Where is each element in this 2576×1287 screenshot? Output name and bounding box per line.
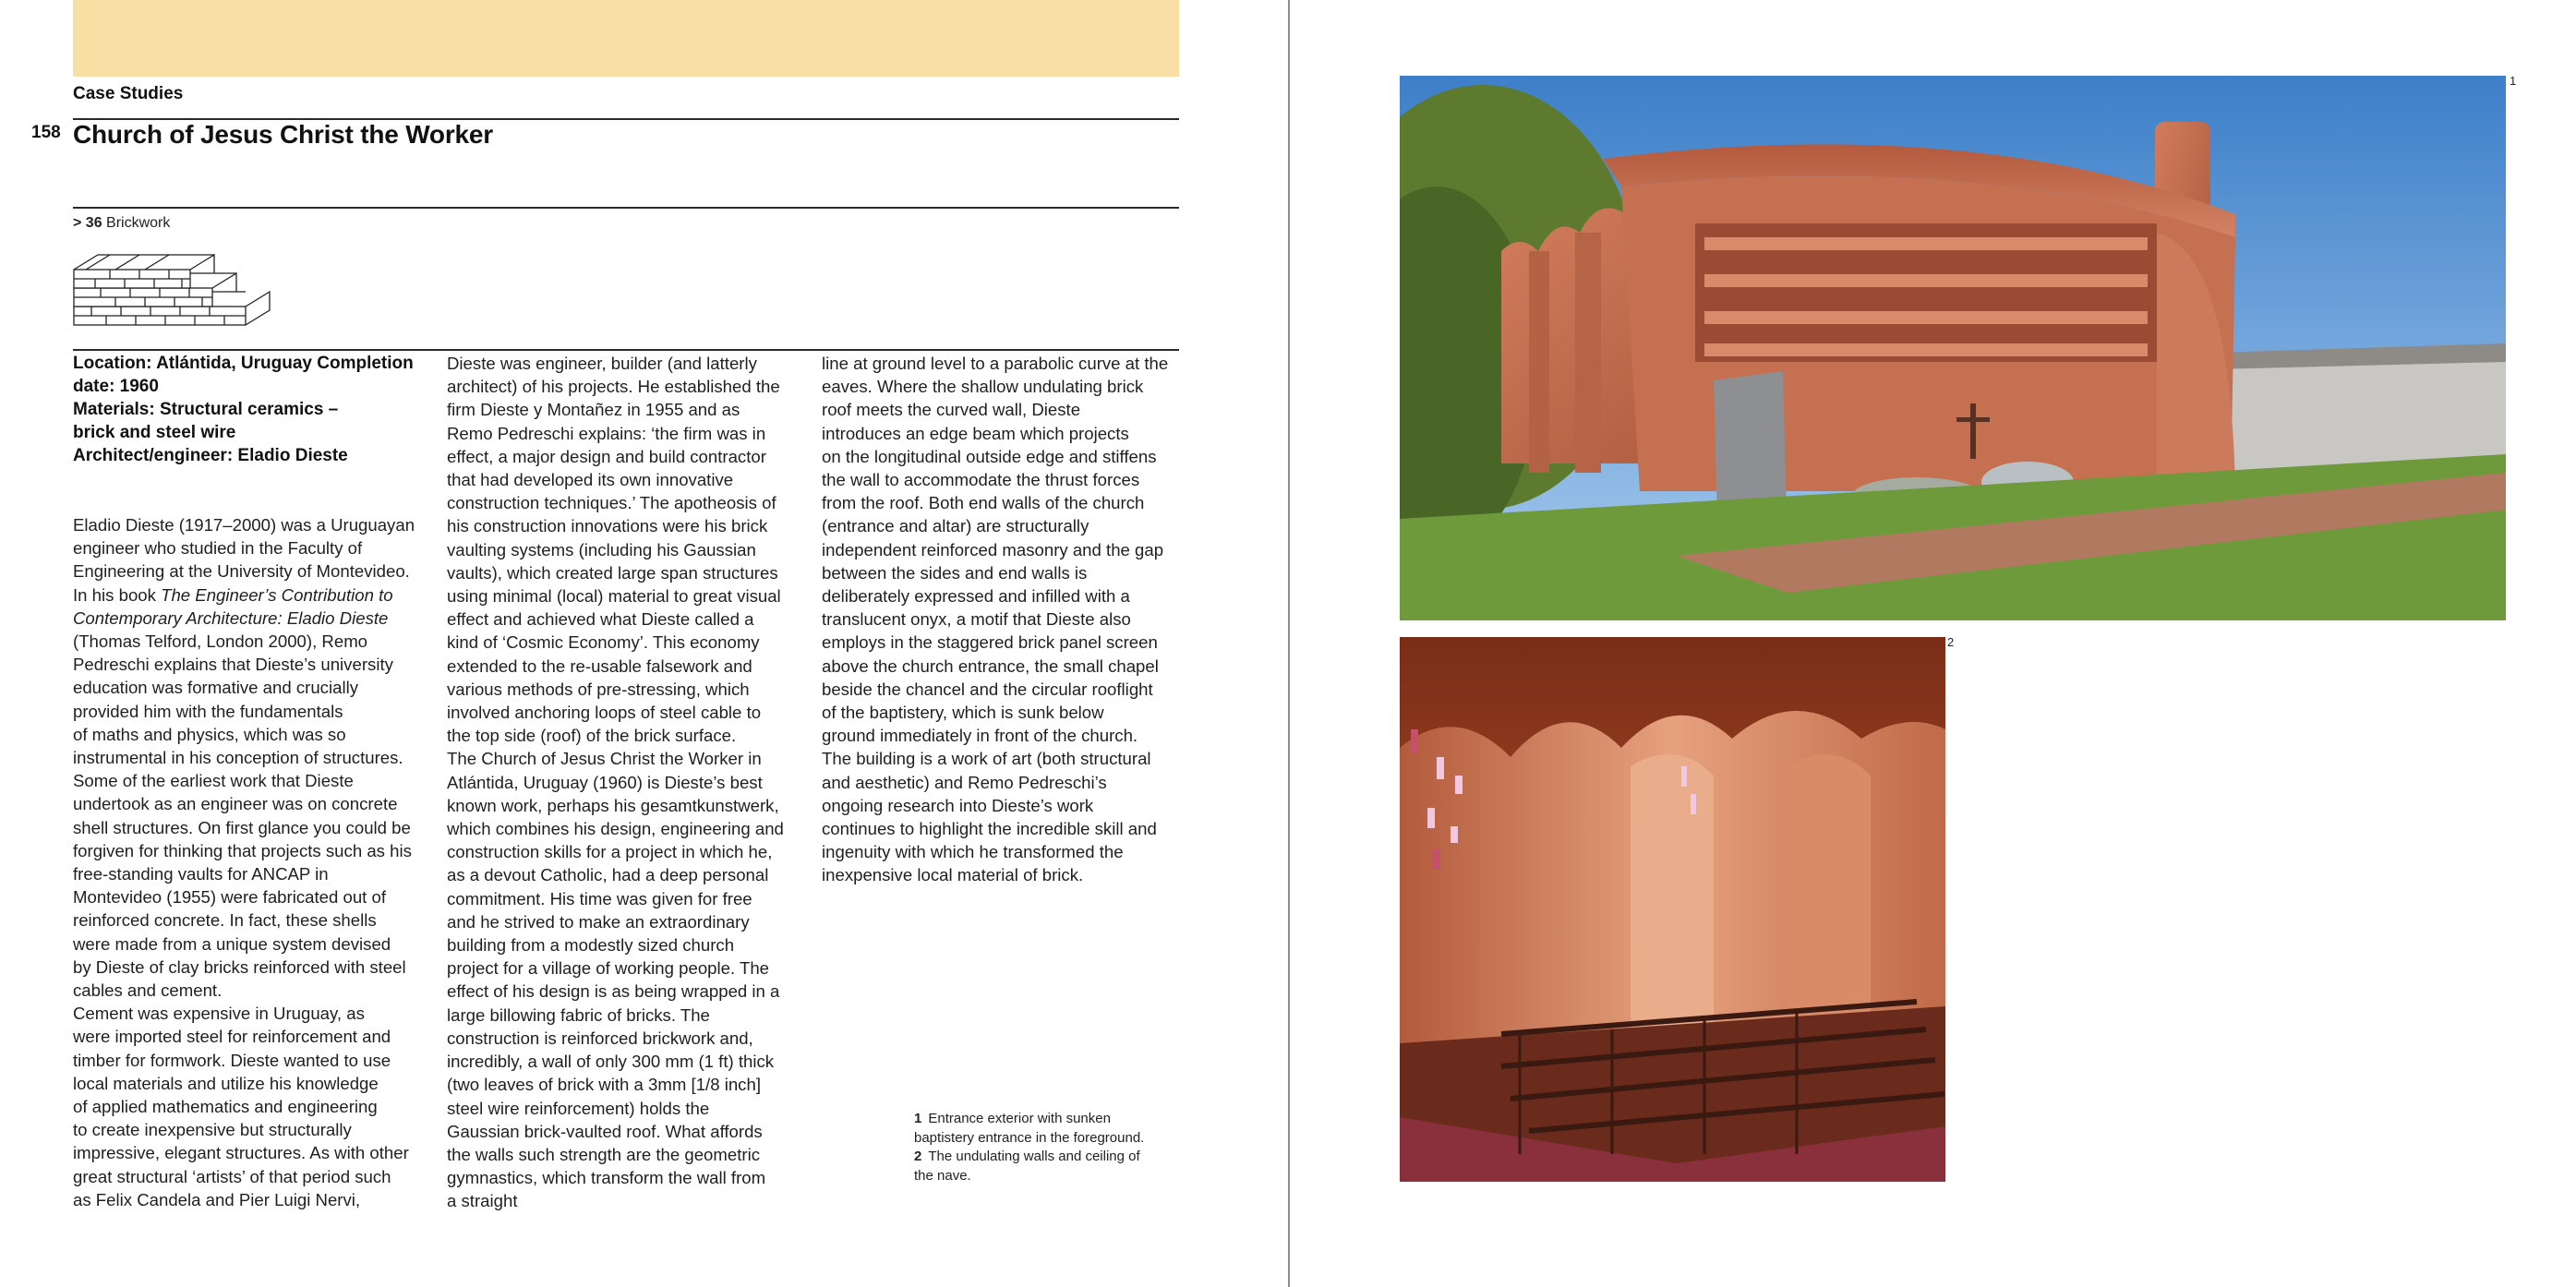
- page-number: 158: [31, 123, 61, 142]
- info-line: date: 1960: [73, 377, 159, 396]
- text-line: beside the chancel and the circular rooflight: [822, 679, 1153, 699]
- text-line: of applied mathematics and engineering: [73, 1097, 378, 1117]
- text-line: gymnastics, which transform the wall from: [447, 1168, 766, 1188]
- photo-church-interior-nave: [1400, 637, 1945, 1182]
- text-line: involved anchoring loops of steel cable to: [447, 703, 762, 723]
- text-line: local materials and utilize his knowledge: [73, 1073, 379, 1093]
- text-line: independent reinforced masonry and the gap: [822, 539, 1164, 559]
- text-line: Some of the earliest work that Dieste: [73, 771, 354, 791]
- text-line: shell structures. On first glance you could be: [73, 817, 411, 837]
- text-line: forgiven for thinking that projects such as his: [73, 840, 412, 860]
- text-line: (two leaves of brick with a 3mm [1/8 inch]: [447, 1075, 761, 1095]
- text-line: (Thomas Telford, London 2000), Remo: [73, 631, 368, 652]
- text-line: the wall to accommodate the thrust forces: [822, 470, 1140, 490]
- text-line: project for a village of working people. The: [447, 958, 770, 979]
- header-color-band: [73, 0, 1179, 77]
- text-line: ground immediately in front of the church.: [822, 726, 1138, 746]
- text-line: by Dieste of clay bricks reinforced with steel: [73, 956, 406, 977]
- text-line: instrumental in his conception of structures.: [73, 748, 403, 768]
- text-line: employs in the staggered brick panel screen: [822, 632, 1158, 653]
- text-line: construction techniques.’ The apotheosis of: [447, 493, 776, 513]
- body-column-3: [822, 352, 1184, 887]
- crossref-arrow: >: [73, 215, 82, 231]
- text-line: the walls such strength are the geometric: [447, 1144, 760, 1164]
- crossref-label: Brickwork: [106, 215, 171, 231]
- text-line: Contemporary Architecture: Eladio Dieste: [73, 607, 389, 628]
- text-line: The building is a work of art (both structural: [822, 749, 1151, 769]
- text-line: vaulting systems (including his Gaussian: [447, 539, 756, 559]
- figure-number-2: 2: [1947, 635, 1955, 649]
- text-line: The Church of Jesus Christ the Worker in: [447, 749, 762, 769]
- text-line: commitment. His time was given for free: [447, 888, 752, 908]
- text-line: were imported steel for reinforcement and: [73, 1027, 391, 1047]
- text-line: and aesthetic) and Remo Pedreschi’s: [822, 772, 1107, 792]
- figure-number-1: 1: [2510, 74, 2517, 88]
- info-line: Architect/engineer: Eladio Dieste: [73, 446, 348, 465]
- text-line: construction is reinforced brickwork and,: [447, 1028, 753, 1048]
- text-line: education was formative and crucially: [73, 678, 359, 698]
- info-line: Location: Atlántida, Uruguay Completion: [73, 354, 414, 373]
- caption-text: Entrance exterior with sunken: [928, 1111, 1111, 1126]
- text-line: continues to highlight the incredible skill and: [822, 819, 1157, 839]
- text-line: In his book The Engineer’s Contribution to: [73, 584, 393, 605]
- text-line: impressive, elegant structures. As with other: [73, 1143, 409, 1163]
- rule-above-text: [73, 349, 1179, 351]
- text-line: using minimal (local) material to great visual: [447, 586, 781, 607]
- crossref-number: 36: [85, 215, 102, 231]
- caption-number: 1: [914, 1111, 922, 1126]
- text-line: deliberately expressed and infilled with a: [822, 586, 1130, 607]
- text-line: introduces an edge beam which projects: [822, 423, 1129, 443]
- text-line: of the baptistery, which is sunk below: [822, 703, 1104, 723]
- figure-captions: [914, 1110, 1182, 1185]
- text-line: ongoing research into Dieste’s work: [822, 795, 1094, 815]
- text-line: of maths and physics, which was so: [73, 724, 346, 744]
- body-column-1: [73, 513, 435, 1211]
- photo-church-exterior: [1400, 76, 2506, 620]
- text-line: steel wire reinforcement) holds the: [447, 1098, 710, 1118]
- text-line: a straight: [447, 1191, 518, 1211]
- text-line: reinforced concrete. In fact, these shells: [73, 910, 377, 931]
- text-line: from the roof. Both end walls of the church: [822, 493, 1145, 513]
- text-line: on the longitudinal outside edge and stiffens: [822, 446, 1157, 466]
- text-line: inexpensive local material of brick.: [822, 865, 1084, 885]
- page-gutter-divider: [1288, 0, 1290, 1287]
- text-line: firm Dieste y Montañez in 1955 and as: [447, 400, 740, 420]
- info-line: brick and steel wire: [73, 423, 236, 442]
- rule-under-title: [73, 207, 1179, 209]
- text-line: effect and achieved what Dieste called a: [447, 609, 754, 630]
- caption-text: the nave.: [914, 1167, 971, 1184]
- project-info-block: [73, 352, 428, 467]
- text-line: Dieste was engineer, builder (and latterly: [447, 354, 757, 373]
- text-line: between the sides and end walls is: [822, 562, 1088, 583]
- text-line: building from a modestly sized church: [447, 935, 735, 956]
- text-line: cables and cement.: [73, 980, 223, 1001]
- text-line: to create inexpensive but structurally: [73, 1120, 352, 1140]
- text-line: the top side (roof) of the brick surface.: [447, 726, 737, 746]
- text-line: ingenuity with which he transformed the: [822, 842, 1124, 862]
- text-line: incredibly, a wall of only 300 mm (1 ft) thick: [447, 1052, 775, 1072]
- text-line: as Felix Candela and Pier Luigi Nervi,: [73, 1189, 361, 1209]
- text-line: great structural ‘artists’ of that period such: [73, 1166, 391, 1186]
- text-line: Gaussian brick-vaulted roof. What affords: [447, 1121, 763, 1141]
- text-line: Pedreschi explains that Dieste’s university: [73, 655, 393, 675]
- text-line: above the church entrance, the small chapel: [822, 656, 1159, 676]
- text-line: extended to the re-usable falsework and: [447, 656, 752, 676]
- text-line: roof meets the curved wall, Dieste: [822, 400, 1081, 420]
- text-line: Engineering at the University of Montevideo.: [73, 561, 410, 582]
- text-line: which combines his design, engineering and: [447, 819, 784, 839]
- text-line: undertook as an engineer was on concrete: [73, 794, 398, 814]
- caption-text: The undulating walls and ceiling of: [928, 1149, 1140, 1164]
- brickwork-crossref-link[interactable]: [73, 215, 170, 232]
- brickwork-bond-diagram-icon: [73, 251, 278, 330]
- text-line: effect of his design is as being wrapped in a: [447, 981, 780, 1002]
- caption-2: [914, 1148, 1182, 1185]
- text-line: vaults), which created large span structures: [447, 562, 778, 583]
- text-line: translucent onyx, a motif that Dieste also: [822, 609, 1131, 630]
- text-line: large billowing fabric of bricks. The: [447, 1004, 710, 1025]
- text-line: his construction innovations were his brick: [447, 516, 768, 536]
- text-line: Montevideo (1955) were fabricated out of: [73, 887, 387, 908]
- text-line: Eladio Dieste (1917–2000) was a Uruguayan: [73, 515, 415, 535]
- text-line: kind of ‘Cosmic Economy’. This economy: [447, 632, 760, 653]
- text-line: free-standing vaults for ANCAP in: [73, 864, 329, 884]
- text-line: engineer who studied in the Faculty of: [73, 538, 363, 559]
- caption-text: baptistery entrance in the foreground.: [914, 1129, 1145, 1146]
- text-line: were made from a unique system devised: [73, 933, 391, 954]
- text-line: effect, a major design and build contractor: [447, 446, 766, 466]
- text-line: eaves. Where the shallow undulating brick: [822, 377, 1144, 397]
- caption-1: [914, 1110, 1182, 1148]
- text-line: that had developed its own innovative: [447, 470, 734, 490]
- text-line: and he strived to make an extraordinary: [447, 911, 750, 932]
- body-column-2: [447, 352, 809, 1213]
- text-line: Cement was expensive in Uruguay, as: [73, 1004, 365, 1024]
- text-line: architect) of his projects. He established the: [447, 377, 780, 397]
- text-line: as a devout Catholic, had a deep personal: [447, 865, 769, 885]
- text-line: line at ground level to a parabolic curve at the: [822, 354, 1169, 373]
- text-line: construction skills for a project in which he,: [447, 842, 773, 862]
- text-line: provided him with the fundamentals: [73, 701, 343, 721]
- info-line: Materials: Structural ceramics –: [73, 400, 339, 419]
- page-title: Church of Jesus Christ the Worker: [73, 120, 493, 149]
- text-line: timber for formwork. Dieste wanted to use: [73, 1050, 391, 1070]
- caption-number: 2: [914, 1149, 922, 1164]
- text-line: known work, perhaps his gesamtkunstwerk,: [447, 795, 779, 815]
- text-line: various methods of pre-stressing, which: [447, 679, 750, 699]
- section-label: Case Studies: [73, 84, 184, 103]
- text-line: Remo Pedreschi explains: ‘the firm was in: [447, 423, 766, 443]
- text-line: Atlántida, Uruguay (1960) is Dieste’s best: [447, 772, 763, 792]
- text-line: (entrance and altar) are structurally: [822, 516, 1089, 536]
